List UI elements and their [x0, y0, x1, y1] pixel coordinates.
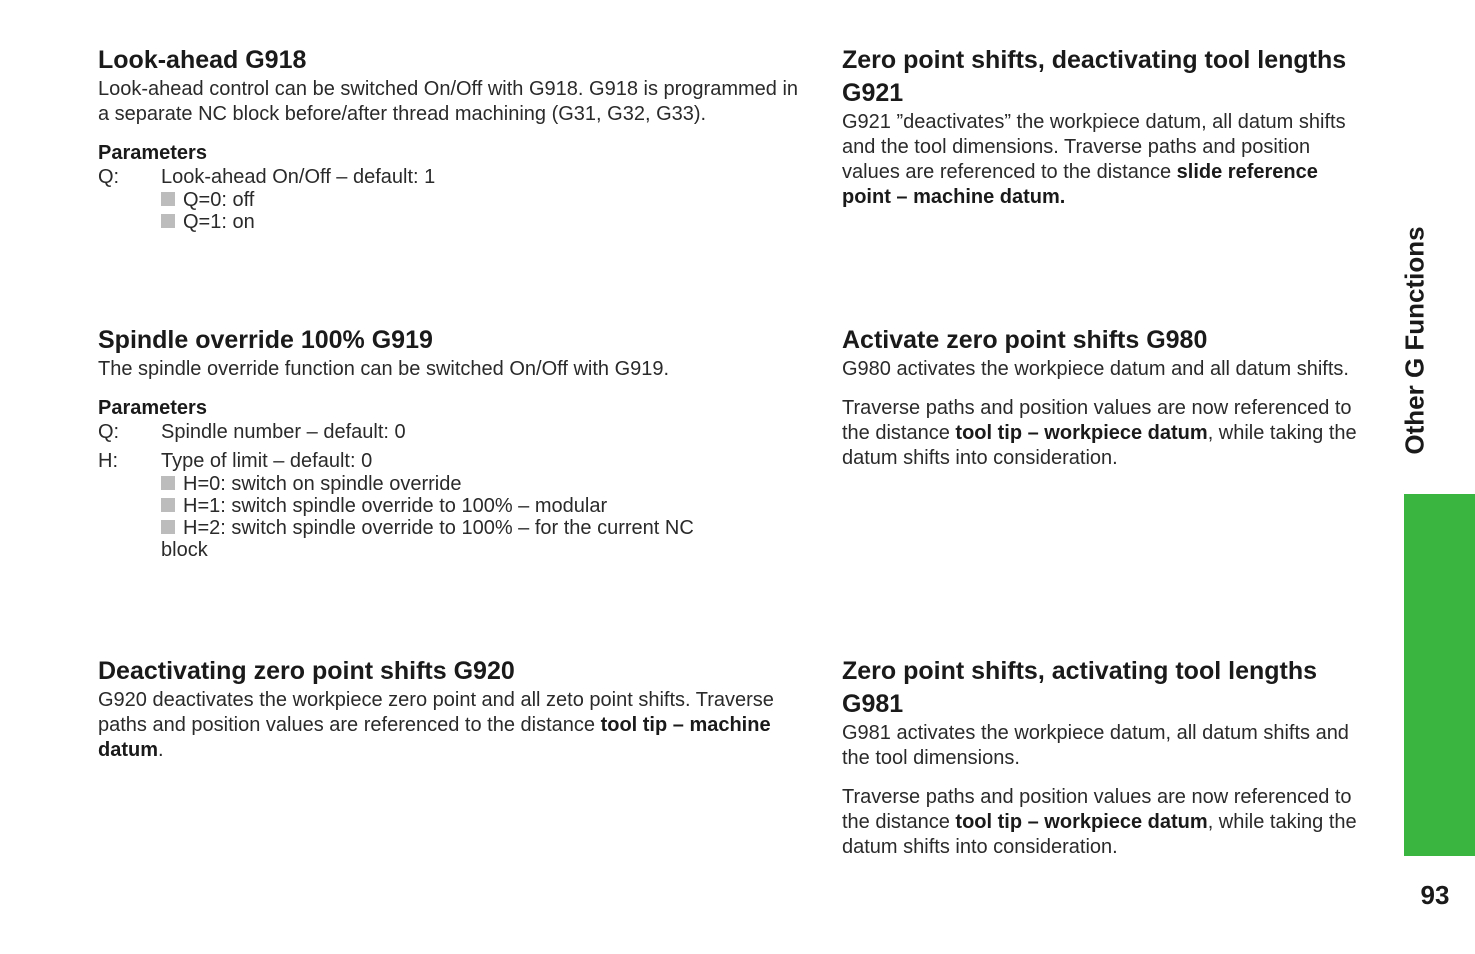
- section-title: Spindle override 100% G919: [98, 326, 433, 354]
- param-option: H=0: switch on spindle override: [98, 473, 803, 495]
- param-desc: Spindle number – default: 0: [161, 421, 406, 443]
- params-heading: Parameters: [98, 397, 207, 419]
- chapter-tab-marker: [1404, 494, 1475, 856]
- page-number: 93: [1420, 880, 1450, 910]
- square-bullet-icon: [161, 498, 175, 512]
- param-desc: Type of limit – default: 0: [161, 450, 373, 472]
- param-option: Q=1: on: [98, 211, 803, 233]
- section-g918: [98, 44, 803, 233]
- section-title: Look-ahead G918: [98, 46, 307, 74]
- param-row: [98, 449, 803, 473]
- section-body: Traverse paths and position values are now referenced to the distance tool tip – workpiece datum, while taking the datum shifts into consideration.: [842, 786, 1357, 858]
- param-key: H:: [98, 450, 118, 472]
- section-title: Zero point shifts, activating tool lengths G981: [842, 657, 1318, 718]
- param-option: H=2: switch spindle override to 100% – for the current NC: [98, 517, 803, 539]
- chapter-tab-label: Other G Functions: [1399, 225, 1430, 455]
- param-key: Q:: [98, 166, 120, 188]
- param-key: Q:: [98, 421, 120, 443]
- square-bullet-icon: [161, 214, 175, 228]
- section-title: Zero point shifts, deactivating tool lengths G921: [842, 46, 1347, 107]
- section-body: G920 deactivates the workpiece zero point and all zeto point shifts. Traverse paths and position values are referenced to the distance tool tip – machine datum.: [98, 689, 774, 761]
- section-title: Activate zero point shifts G980: [842, 326, 1208, 354]
- section-g921: [842, 44, 1372, 210]
- section-g981: [842, 655, 1372, 860]
- square-bullet-icon: [161, 192, 175, 206]
- section-g980: [842, 324, 1372, 471]
- param-option: Q=0: off: [98, 189, 803, 211]
- square-bullet-icon: [161, 476, 175, 490]
- param-option: H=1: switch spindle override to 100% – modular: [98, 495, 803, 517]
- params-heading: Parameters: [98, 142, 207, 164]
- section-body: G980 activates the workpiece datum and all datum shifts.: [842, 358, 1349, 380]
- section-title: Deactivating zero point shifts G920: [98, 657, 515, 685]
- section-body: G921 ”deactivates” the workpiece datum, all datum shifts and the tool dimensions. Traverse paths and position values are referenced to the distance slide reference point – machine datum.: [842, 111, 1346, 208]
- section-body: Look-ahead control can be switched On/Off with G918. G918 is programmed in a separate NC block before/after thread machining (G31, G32, G33).: [98, 78, 799, 125]
- param-desc: Look-ahead On/Off – default: 1: [161, 166, 436, 188]
- section-g919: [98, 324, 803, 561]
- section-body: Traverse paths and position values are now referenced to the distance tool tip – workpiece datum, while taking the datum shifts into consideration.: [842, 397, 1357, 469]
- section-body: The spindle override function can be switched On/Off with G919.: [98, 358, 670, 380]
- section-body: G981 activates the workpiece datum, all datum shifts and the tool dimensions.: [842, 722, 1349, 769]
- param-row: [98, 420, 803, 444]
- param-row: [98, 165, 803, 189]
- section-g920: [98, 655, 803, 763]
- square-bullet-icon: [161, 520, 175, 534]
- param-option-continuation: block: [161, 539, 208, 561]
